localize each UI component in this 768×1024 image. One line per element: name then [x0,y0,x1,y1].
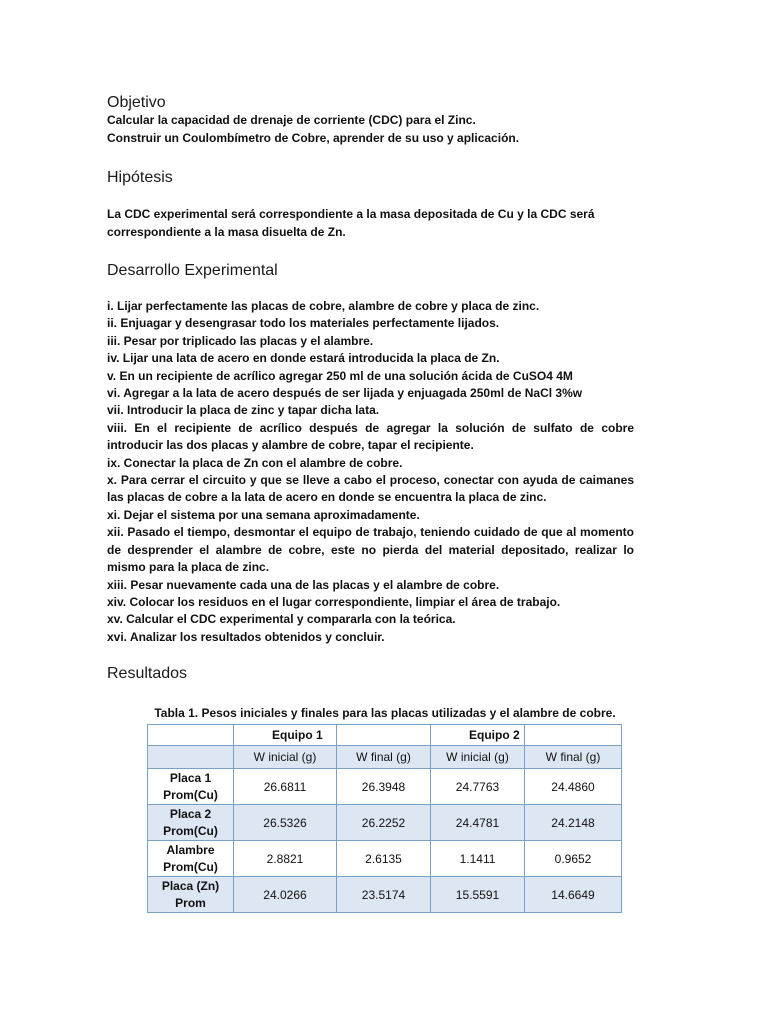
procedure-step: xii. Pasado el tiempo, desmontar el equipo de trabajo, teniendo cuidado de que al momento de desprender el alambre de cobre, este no pierda del material depositado, realizar lo mismo para la placa de zinc. [107,525,634,575]
objetivo-line: Construir un Coulombímetro de Cobre, aprender de su uso y aplicación. [107,130,520,145]
row-label-line: Prom(Cu) [163,787,218,802]
procedure-step: iii. Pesar por triplicado las placas y el alambre. [107,333,374,348]
table-cell: 24.2148 [525,805,622,841]
procedure-step: xi. Dejar el sistema por una semana aproximadamente. [107,507,420,522]
procedure-step: v. En un recipiente de acrílico agregar 250 ml de una solución ácida de CuSO4 4M [107,368,573,383]
table-cell: 14.6649 [525,877,622,913]
table-corner-cell [148,725,234,746]
group-header-equipo-2: Equipo 2 [431,725,525,746]
procedure-step: vi. Agregar a la lata de acero después de ser lijada y enjuagada 250ml de NaCl 3%w [107,386,583,401]
hipotesis-line: correspondiente a la masa disuelta de Zn. [107,224,346,239]
table-empty-cell [337,725,431,746]
row-label [148,805,234,841]
row-label-line: Alambre [166,842,215,857]
table-row [148,877,622,913]
procedure-step: iv. Lijar una lata de acero en donde estará introducida la placa de Zn. [107,351,500,366]
row-label-line: Prom(Cu) [163,859,218,874]
procedure-step: xvi. Analizar los resultados obtenidos y concluir. [107,629,385,644]
procedure-step: xiii. Pesar nuevamente cada una de las placas y el alambre de cobre. [107,577,500,592]
table-cell: 2.8821 [234,841,337,877]
resultados-heading: Resultados [107,665,188,682]
table-group-header-row [148,725,622,746]
row-label [148,877,234,913]
procedure-step: x. Para cerrar el circuito y que se lleve a cabo el proceso, conectar con ayuda de caimanes las placas de cobre a la lata de acero en donde se encuentra la placa de zinc. [107,473,634,505]
table-cell: 24.0266 [234,877,337,913]
table-cell: 26.5326 [234,805,337,841]
hipotesis-text [107,206,634,241]
objetivo-line: Calcular la capacidad de drenaje de corriente (CDC) para el Zinc. [107,113,476,127]
table-cell: 26.3948 [337,769,431,805]
table-cell: 23.5174 [337,877,431,913]
table-cell: 24.4860 [525,769,622,805]
row-label-line: Placa 1 [169,770,212,785]
table-caption: Tabla 1. Pesos iniciales y finales para las placas utilizadas y el alambre de cobre. [154,706,616,720]
table-cell: 26.6811 [234,769,337,805]
table-empty-cell [148,746,234,769]
table-row [148,805,622,841]
group-header-equipo-1: Equipo 1 [234,725,337,746]
row-label-line: Prom [175,895,206,910]
table-empty-cell [525,725,622,746]
hipotesis-heading: Hipótesis [107,169,173,186]
row-label-line: Placa 2 [169,806,212,821]
table-row [148,841,622,877]
row-label [148,769,234,805]
table-cell: 1.1411 [431,841,525,877]
procedure-step: ix. Conectar la placa de Zn con el alambre de cobre. [107,455,403,470]
row-label [148,841,234,877]
procedure-step: i. Lijar perfectamente las placas de cobre, alambre de cobre y placa de zinc. [107,299,540,313]
desarrollo-heading: Desarrollo Experimental [107,262,278,279]
column-header: W final (g) [525,746,622,769]
table-column-header-row [148,746,622,769]
table-cell: 2.6135 [337,841,431,877]
table-cell: 24.4781 [431,805,525,841]
procedure-step: viii. En el recipiente de acrílico después de agregar la solución de sulfato de cobre introducir las dos placas y alambre de cobre, tapar el recipiente. [107,420,634,453]
column-header: W inicial (g) [234,746,337,769]
table-cell: 26.2252 [337,805,431,841]
row-label-line: Placa (Zn) [161,878,220,893]
procedure-step: vii. Introducir la placa de zinc y tapar dicha lata. [107,403,380,418]
table-row [148,769,622,805]
column-header: W inicial (g) [431,746,525,769]
table-cell: 24.7763 [431,769,525,805]
procedure-steps [107,298,634,646]
row-label-line: Prom(Cu) [163,823,218,838]
column-header: W final (g) [337,746,431,769]
procedure-step: xv. Calcular el CDC experimental y compararla con la teórica. [107,612,456,627]
table-cell: 15.5591 [431,877,525,913]
results-table [147,724,622,913]
procedure-step: ii. Enjuagar y desengrasar todo los materiales perfectamente lijados. [107,316,500,331]
objetivo-text [107,112,634,147]
objetivo-heading: Objetivo [107,94,166,111]
hipotesis-line: La CDC experimental será correspondiente a la masa depositada de Cu y la CDC será [107,207,595,221]
table-cell: 0.9652 [525,841,622,877]
procedure-step: xiv. Colocar los residuos en el lugar correspondiente, limpiar el área de trabajo. [107,594,561,609]
